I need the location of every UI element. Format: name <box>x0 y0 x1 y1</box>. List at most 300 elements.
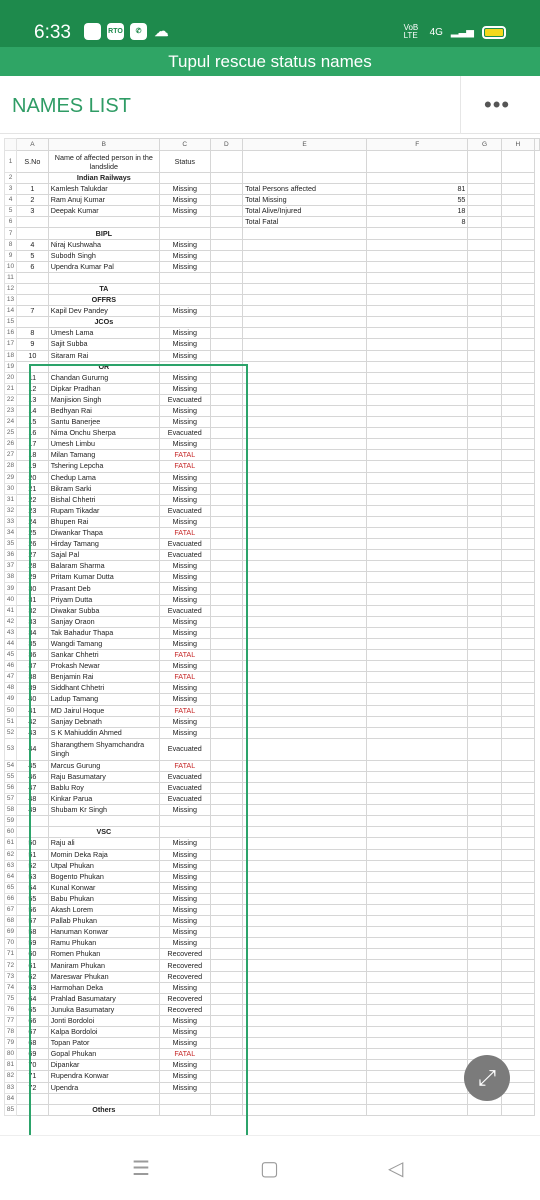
status-cell[interactable]: Missing <box>159 206 210 217</box>
empty-cell[interactable] <box>366 328 467 339</box>
empty-cell[interactable] <box>210 949 243 960</box>
status-cell[interactable]: Missing <box>159 306 210 317</box>
row-number[interactable]: 77 <box>5 1015 17 1026</box>
row-number[interactable]: 85 <box>5 1104 17 1115</box>
name-cell[interactable]: Upendra Kumar Pal <box>48 261 159 272</box>
name-cell[interactable]: Benjamin Rai <box>48 672 159 683</box>
empty-cell[interactable] <box>210 228 243 239</box>
empty-cell[interactable] <box>210 716 243 727</box>
name-cell[interactable]: Kunal Konwar <box>48 882 159 893</box>
empty-cell[interactable] <box>501 683 534 694</box>
empty-cell[interactable] <box>243 916 367 927</box>
empty-cell[interactable] <box>468 1027 501 1038</box>
row-number[interactable]: 43 <box>5 627 17 638</box>
status-cell[interactable]: Missing <box>159 561 210 572</box>
empty-cell[interactable] <box>468 738 501 760</box>
name-cell[interactable]: Bogento Phukan <box>48 871 159 882</box>
empty-cell[interactable] <box>468 661 501 672</box>
summary-label[interactable]: Total Alive/Injured <box>243 206 367 217</box>
empty-cell[interactable] <box>501 638 534 649</box>
empty-cell[interactable] <box>243 1071 367 1082</box>
empty-cell[interactable] <box>501 328 534 339</box>
row-number[interactable]: 45 <box>5 650 17 661</box>
empty-cell[interactable] <box>468 1038 501 1049</box>
status-cell[interactable]: Missing <box>159 383 210 394</box>
sno-cell[interactable]: 44 <box>17 738 49 760</box>
empty-cell[interactable] <box>366 738 467 760</box>
empty-cell[interactable] <box>243 672 367 683</box>
summary-value[interactable]: 81 <box>366 184 467 195</box>
status-cell[interactable]: Missing <box>159 195 210 206</box>
empty-cell[interactable] <box>243 827 367 838</box>
status-cell[interactable]: Missing <box>159 417 210 428</box>
status-cell[interactable]: Recovered <box>159 949 210 960</box>
empty-cell[interactable] <box>210 1038 243 1049</box>
name-cell[interactable]: Ladup Tamang <box>48 694 159 705</box>
empty-cell[interactable] <box>210 151 243 173</box>
row-number[interactable]: 31 <box>5 494 17 505</box>
empty-cell[interactable] <box>501 461 534 472</box>
sno-cell[interactable]: 50 <box>17 838 49 849</box>
empty-cell[interactable] <box>468 683 501 694</box>
sno-cell[interactable] <box>17 283 49 294</box>
sno-cell[interactable]: 61 <box>17 960 49 971</box>
empty-cell[interactable] <box>501 283 534 294</box>
status-cell[interactable] <box>159 827 210 838</box>
status-cell[interactable]: Missing <box>159 849 210 860</box>
row-number[interactable]: 12 <box>5 283 17 294</box>
empty-cell[interactable] <box>243 428 367 439</box>
empty-cell[interactable] <box>243 328 367 339</box>
empty-cell[interactable] <box>468 583 501 594</box>
row-number[interactable]: 33 <box>5 516 17 527</box>
status-cell[interactable]: Missing <box>159 838 210 849</box>
row-number[interactable]: 28 <box>5 461 17 472</box>
empty-cell[interactable] <box>468 516 501 527</box>
status-cell[interactable]: Missing <box>159 694 210 705</box>
status-cell[interactable]: Missing <box>159 494 210 505</box>
status-cell[interactable]: Missing <box>159 583 210 594</box>
empty-cell[interactable] <box>366 982 467 993</box>
empty-cell[interactable] <box>243 760 367 771</box>
empty-cell[interactable] <box>243 905 367 916</box>
row-number[interactable]: 36 <box>5 550 17 561</box>
name-cell[interactable]: Dipankar <box>48 1060 159 1071</box>
sno-cell[interactable]: 11 <box>17 372 49 383</box>
empty-cell[interactable] <box>468 317 501 328</box>
empty-cell[interactable] <box>468 982 501 993</box>
row-number[interactable]: 35 <box>5 539 17 550</box>
sno-cell[interactable]: 27 <box>17 550 49 561</box>
empty-cell[interactable] <box>210 683 243 694</box>
empty-cell[interactable] <box>210 295 243 306</box>
name-cell[interactable]: Bedhyan Rai <box>48 405 159 416</box>
section-heading[interactable]: Indian Railways <box>48 173 159 184</box>
empty-cell[interactable] <box>210 882 243 893</box>
row-number[interactable]: 57 <box>5 794 17 805</box>
empty-cell[interactable] <box>210 528 243 539</box>
sno-cell[interactable]: 66 <box>17 1015 49 1026</box>
status-cell[interactable]: FATAL <box>159 1049 210 1060</box>
empty-cell[interactable] <box>243 1060 367 1071</box>
empty-cell[interactable] <box>468 184 501 195</box>
empty-cell[interactable] <box>366 516 467 527</box>
empty-cell[interactable] <box>210 627 243 638</box>
empty-cell[interactable] <box>366 151 467 173</box>
empty-cell[interactable] <box>243 638 367 649</box>
sno-cell[interactable]: 39 <box>17 683 49 694</box>
name-cell[interactable]: Pallab Phukan <box>48 916 159 927</box>
status-cell[interactable] <box>159 1093 210 1104</box>
empty-cell[interactable] <box>468 173 501 184</box>
empty-cell[interactable] <box>210 1082 243 1093</box>
name-cell[interactable]: Bhupen Rai <box>48 516 159 527</box>
empty-cell[interactable] <box>468 650 501 661</box>
column-header-blank[interactable] <box>535 139 540 151</box>
empty-cell[interactable] <box>210 771 243 782</box>
empty-cell[interactable] <box>366 971 467 982</box>
row-number[interactable]: 70 <box>5 938 17 949</box>
row-number[interactable]: 27 <box>5 450 17 461</box>
back-icon[interactable]: ◁ <box>388 1158 404 1180</box>
empty-cell[interactable] <box>468 217 501 228</box>
empty-cell[interactable] <box>243 971 367 982</box>
empty-cell[interactable] <box>243 782 367 793</box>
row-number[interactable]: 19 <box>5 361 17 372</box>
empty-cell[interactable] <box>468 971 501 982</box>
empty-cell[interactable] <box>210 306 243 317</box>
empty-cell[interactable] <box>243 583 367 594</box>
sno-cell[interactable]: 53 <box>17 871 49 882</box>
row-number[interactable]: 46 <box>5 661 17 672</box>
empty-cell[interactable] <box>243 450 367 461</box>
empty-cell[interactable] <box>210 838 243 849</box>
empty-cell[interactable] <box>501 694 534 705</box>
status-cell[interactable]: Missing <box>159 483 210 494</box>
sno-cell[interactable]: 59 <box>17 938 49 949</box>
empty-cell[interactable] <box>243 960 367 971</box>
empty-cell[interactable] <box>366 616 467 627</box>
name-cell[interactable]: Ramu Phukan <box>48 938 159 949</box>
empty-cell[interactable] <box>366 439 467 450</box>
empty-cell[interactable] <box>210 272 243 283</box>
empty-cell[interactable] <box>468 871 501 882</box>
sno-cell[interactable]: 30 <box>17 583 49 594</box>
sno-cell[interactable]: 14 <box>17 405 49 416</box>
status-cell[interactable]: Missing <box>159 716 210 727</box>
empty-cell[interactable] <box>468 1104 501 1115</box>
empty-cell[interactable] <box>243 650 367 661</box>
name-cell[interactable]: Topan Pator <box>48 1038 159 1049</box>
empty-cell[interactable] <box>243 516 367 527</box>
empty-cell[interactable] <box>366 1060 467 1071</box>
empty-cell[interactable] <box>501 261 534 272</box>
status-cell[interactable]: Missing <box>159 627 210 638</box>
empty-cell[interactable] <box>243 938 367 949</box>
name-cell[interactable]: Marcus Gurung <box>48 760 159 771</box>
empty-cell[interactable] <box>366 405 467 416</box>
empty-cell[interactable] <box>210 1049 243 1060</box>
sno-cell[interactable] <box>17 295 49 306</box>
empty-cell[interactable] <box>468 705 501 716</box>
row-number[interactable]: 30 <box>5 483 17 494</box>
empty-cell[interactable] <box>501 1093 534 1104</box>
empty-cell[interactable] <box>468 893 501 904</box>
empty-cell[interactable] <box>210 539 243 550</box>
empty-cell[interactable] <box>501 993 534 1004</box>
empty-cell[interactable] <box>366 561 467 572</box>
name-cell[interactable]: Sitaram Rai <box>48 350 159 361</box>
sno-cell[interactable]: 65 <box>17 1004 49 1015</box>
empty-cell[interactable] <box>210 672 243 683</box>
empty-cell[interactable] <box>501 782 534 793</box>
sno-cell[interactable]: 8 <box>17 328 49 339</box>
sno-cell[interactable]: 22 <box>17 494 49 505</box>
sno-cell[interactable]: 47 <box>17 782 49 793</box>
empty-cell[interactable] <box>468 494 501 505</box>
empty-cell[interactable] <box>468 306 501 317</box>
name-cell[interactable]: Diwankar Thapa <box>48 528 159 539</box>
name-cell[interactable] <box>48 272 159 283</box>
empty-cell[interactable] <box>210 472 243 483</box>
empty-cell[interactable] <box>210 605 243 616</box>
empty-cell[interactable] <box>468 228 501 239</box>
empty-cell[interactable] <box>468 572 501 583</box>
name-cell[interactable]: Chandan Gururng <box>48 372 159 383</box>
empty-cell[interactable] <box>468 561 501 572</box>
empty-cell[interactable] <box>501 394 534 405</box>
status-cell[interactable]: FATAL <box>159 450 210 461</box>
empty-cell[interactable] <box>243 1004 367 1015</box>
empty-cell[interactable] <box>243 339 367 350</box>
empty-cell[interactable] <box>243 605 367 616</box>
empty-cell[interactable] <box>468 993 501 1004</box>
name-cell[interactable]: Gopal Phukan <box>48 1049 159 1060</box>
empty-cell[interactable] <box>210 516 243 527</box>
row-number[interactable]: 17 <box>5 339 17 350</box>
empty-cell[interactable] <box>243 228 367 239</box>
recents-icon[interactable]: ☰ <box>132 1158 150 1180</box>
status-cell[interactable]: Missing <box>159 405 210 416</box>
row-number[interactable]: 3 <box>5 184 17 195</box>
row-number[interactable]: 18 <box>5 350 17 361</box>
empty-cell[interactable] <box>468 1015 501 1026</box>
empty-cell[interactable] <box>501 317 534 328</box>
empty-cell[interactable] <box>468 472 501 483</box>
empty-cell[interactable] <box>243 982 367 993</box>
empty-cell[interactable] <box>366 694 467 705</box>
empty-cell[interactable] <box>501 583 534 594</box>
empty-cell[interactable] <box>501 661 534 672</box>
sno-cell[interactable]: 24 <box>17 516 49 527</box>
empty-cell[interactable] <box>501 916 534 927</box>
empty-cell[interactable] <box>210 794 243 805</box>
name-cell[interactable]: Sanjay Oraon <box>48 616 159 627</box>
name-cell[interactable]: Rupendra Konwar <box>48 1071 159 1082</box>
empty-cell[interactable] <box>501 539 534 550</box>
name-cell[interactable]: Subodh Singh <box>48 250 159 261</box>
sno-cell[interactable]: 33 <box>17 616 49 627</box>
empty-cell[interactable] <box>366 860 467 871</box>
name-cell[interactable]: Bablu Roy <box>48 782 159 793</box>
name-cell[interactable]: Akash Lorem <box>48 905 159 916</box>
empty-cell[interactable] <box>243 151 367 173</box>
name-cell[interactable]: Sajal Pal <box>48 550 159 561</box>
column-header-g[interactable]: G <box>468 139 501 151</box>
empty-cell[interactable] <box>366 583 467 594</box>
name-cell[interactable]: Shubam Kr Singh <box>48 805 159 816</box>
name-cell[interactable]: Diwakar Subba <box>48 605 159 616</box>
empty-cell[interactable] <box>501 184 534 195</box>
empty-cell[interactable] <box>210 860 243 871</box>
empty-cell[interactable] <box>243 261 367 272</box>
empty-cell[interactable] <box>501 217 534 228</box>
status-cell[interactable]: Evacuated <box>159 782 210 793</box>
empty-cell[interactable] <box>468 627 501 638</box>
empty-cell[interactable] <box>501 650 534 661</box>
empty-cell[interactable] <box>468 539 501 550</box>
empty-cell[interactable] <box>210 916 243 927</box>
empty-cell[interactable] <box>468 594 501 605</box>
section-heading[interactable]: Others <box>48 1104 159 1115</box>
more-options-icon[interactable]: ••• <box>484 92 511 117</box>
empty-cell[interactable] <box>501 339 534 350</box>
empty-cell[interactable] <box>243 683 367 694</box>
empty-cell[interactable] <box>468 195 501 206</box>
empty-cell[interactable] <box>210 1015 243 1026</box>
row-number[interactable]: 21 <box>5 383 17 394</box>
summary-value[interactable]: 55 <box>366 195 467 206</box>
status-cell[interactable]: Missing <box>159 638 210 649</box>
empty-cell[interactable] <box>501 1027 534 1038</box>
sno-cell[interactable]: 68 <box>17 1038 49 1049</box>
status-cell[interactable] <box>159 295 210 306</box>
empty-cell[interactable] <box>210 417 243 428</box>
summary-value[interactable]: 8 <box>366 217 467 228</box>
sno-cell[interactable]: 48 <box>17 794 49 805</box>
empty-cell[interactable] <box>468 760 501 771</box>
empty-cell[interactable] <box>366 483 467 494</box>
empty-cell[interactable] <box>210 893 243 904</box>
section-heading[interactable]: OR <box>48 361 159 372</box>
empty-cell[interactable] <box>366 960 467 971</box>
empty-cell[interactable] <box>210 184 243 195</box>
status-cell[interactable] <box>159 816 210 827</box>
sno-cell[interactable]: 57 <box>17 916 49 927</box>
empty-cell[interactable] <box>468 672 501 683</box>
sno-cell[interactable]: 26 <box>17 539 49 550</box>
sno-cell[interactable]: 69 <box>17 1049 49 1060</box>
sno-cell[interactable]: 34 <box>17 627 49 638</box>
empty-cell[interactable] <box>501 616 534 627</box>
status-cell[interactable]: FATAL <box>159 672 210 683</box>
empty-cell[interactable] <box>468 905 501 916</box>
empty-cell[interactable] <box>468 295 501 306</box>
sno-cell[interactable]: 16 <box>17 428 49 439</box>
empty-cell[interactable] <box>501 306 534 317</box>
empty-cell[interactable] <box>468 405 501 416</box>
name-cell[interactable]: Bishal Chhetri <box>48 494 159 505</box>
empty-cell[interactable] <box>210 694 243 705</box>
header-name[interactable]: Name of affected person in the landslide <box>48 151 159 173</box>
row-number[interactable]: 72 <box>5 960 17 971</box>
sno-cell[interactable]: 71 <box>17 1071 49 1082</box>
sno-cell[interactable]: 43 <box>17 727 49 738</box>
empty-cell[interactable] <box>501 816 534 827</box>
empty-cell[interactable] <box>243 860 367 871</box>
empty-cell[interactable] <box>468 550 501 561</box>
empty-cell[interactable] <box>366 306 467 317</box>
empty-cell[interactable] <box>501 561 534 572</box>
sno-cell[interactable]: 36 <box>17 650 49 661</box>
status-cell[interactable]: Missing <box>159 1082 210 1093</box>
name-cell[interactable]: Santu Banerjee <box>48 417 159 428</box>
status-cell[interactable]: Evacuated <box>159 771 210 782</box>
header-sno[interactable]: S.No <box>17 151 49 173</box>
empty-cell[interactable] <box>501 794 534 805</box>
empty-cell[interactable] <box>243 882 367 893</box>
empty-cell[interactable] <box>501 771 534 782</box>
empty-cell[interactable] <box>243 472 367 483</box>
empty-cell[interactable] <box>366 572 467 583</box>
empty-cell[interactable] <box>243 1015 367 1026</box>
name-cell[interactable]: Pritam Kumar Dutta <box>48 572 159 583</box>
name-cell[interactable]: Wangdi Tamang <box>48 638 159 649</box>
empty-cell[interactable] <box>501 938 534 949</box>
sno-cell[interactable]: 1 <box>17 184 49 195</box>
empty-cell[interactable] <box>501 705 534 716</box>
empty-cell[interactable] <box>468 927 501 938</box>
status-cell[interactable]: Missing <box>159 982 210 993</box>
empty-cell[interactable] <box>366 727 467 738</box>
empty-cell[interactable] <box>243 550 367 561</box>
row-number[interactable]: 10 <box>5 261 17 272</box>
row-number[interactable]: 69 <box>5 927 17 938</box>
status-cell[interactable] <box>159 283 210 294</box>
name-cell[interactable]: Kamlesh Talukdar <box>48 184 159 195</box>
status-cell[interactable]: Missing <box>159 1027 210 1038</box>
empty-cell[interactable] <box>468 206 501 217</box>
empty-cell[interactable] <box>468 250 501 261</box>
empty-cell[interactable] <box>366 1071 467 1082</box>
empty-cell[interactable] <box>210 993 243 1004</box>
empty-cell[interactable] <box>243 372 367 383</box>
row-number[interactable]: 62 <box>5 849 17 860</box>
empty-cell[interactable] <box>468 394 501 405</box>
status-cell[interactable]: Missing <box>159 472 210 483</box>
empty-cell[interactable] <box>243 317 367 328</box>
row-number[interactable]: 66 <box>5 893 17 904</box>
empty-cell[interactable] <box>210 871 243 882</box>
empty-cell[interactable] <box>366 417 467 428</box>
name-cell[interactable]: Umesh Limbu <box>48 439 159 450</box>
empty-cell[interactable] <box>366 1004 467 1015</box>
empty-cell[interactable] <box>366 760 467 771</box>
name-cell[interactable]: S K Mahiuddin Ahmed <box>48 727 159 738</box>
column-header-f[interactable]: F <box>366 139 467 151</box>
empty-cell[interactable] <box>366 927 467 938</box>
empty-cell[interactable] <box>468 805 501 816</box>
section-heading[interactable]: VSC <box>48 827 159 838</box>
empty-cell[interactable] <box>243 727 367 738</box>
empty-cell[interactable] <box>210 550 243 561</box>
sno-cell[interactable]: 54 <box>17 882 49 893</box>
empty-cell[interactable] <box>366 816 467 827</box>
sno-cell[interactable] <box>17 228 49 239</box>
name-cell[interactable] <box>48 1093 159 1104</box>
empty-cell[interactable] <box>210 405 243 416</box>
row-number[interactable]: 40 <box>5 594 17 605</box>
